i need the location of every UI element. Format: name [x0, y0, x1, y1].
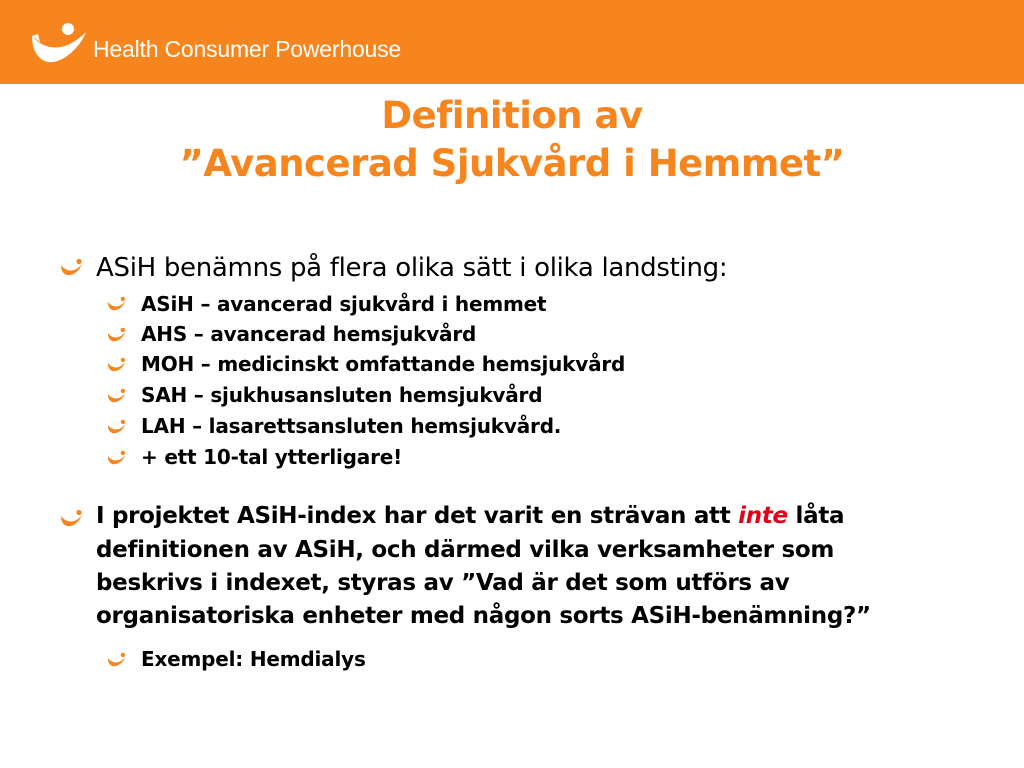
swoosh-bullet-icon — [60, 509, 84, 527]
bullet-2-line2: definitionen av ASiH, och därmed vilka verksamheter som — [96, 537, 835, 563]
sub-bullet-text: MOH – medicinskt omfattande hemsjukvård — [141, 352, 626, 376]
swoosh-bullet-icon — [107, 652, 127, 667]
swoosh-bullet-icon — [107, 419, 127, 434]
sub-bullet-text: Exempel: Hemdialys — [141, 647, 366, 671]
slide-title-line1: Definition av — [381, 94, 643, 137]
bullet-2-line1 — [96, 500, 844, 533]
sub-bullet-text: + ett 10-tal ytterligare! — [141, 445, 403, 469]
smiling-person-icon — [28, 20, 90, 64]
sub-bullet-text: SAH – sjukhusansluten hemsjukvård — [141, 383, 543, 407]
brand-name: Health Consumer Powerhouse — [93, 36, 402, 62]
sub-bullet-text: AHS – avancerad hemsjukvård — [141, 322, 477, 346]
swoosh-bullet-icon — [60, 258, 84, 276]
sub-bullet-text: LAH – lasarettsansluten hemsjukvård. — [141, 414, 562, 438]
bullet-2-text-after: låta — [787, 503, 845, 529]
swoosh-bullet-icon — [107, 296, 127, 311]
header-bar — [0, 0, 1024, 84]
bullet-2-line4: organisatoriska enheter med någon sorts ASiH-benämning?” — [96, 603, 871, 629]
sub-bullet-text: ASiH – avancerad sjukvård i hemmet — [141, 292, 547, 316]
bullet-2-emphasis: inte — [738, 503, 788, 529]
swoosh-bullet-icon — [107, 450, 127, 465]
bullet-2-text-before: I projektet ASiH-index har det varit en strävan att — [96, 503, 739, 529]
slide-title-line2: ”Avancerad Sjukvård i Hemmet” — [179, 142, 845, 185]
swoosh-bullet-icon — [107, 327, 127, 342]
swoosh-bullet-icon — [107, 357, 127, 372]
bullet-1-text: ASiH benämns på flera olika sätt i olika landsting: — [96, 253, 728, 283]
bullet-2-line3: beskrivs i indexet, styras av ”Vad är det som utförs av — [96, 570, 790, 596]
swoosh-bullet-icon — [107, 388, 127, 403]
